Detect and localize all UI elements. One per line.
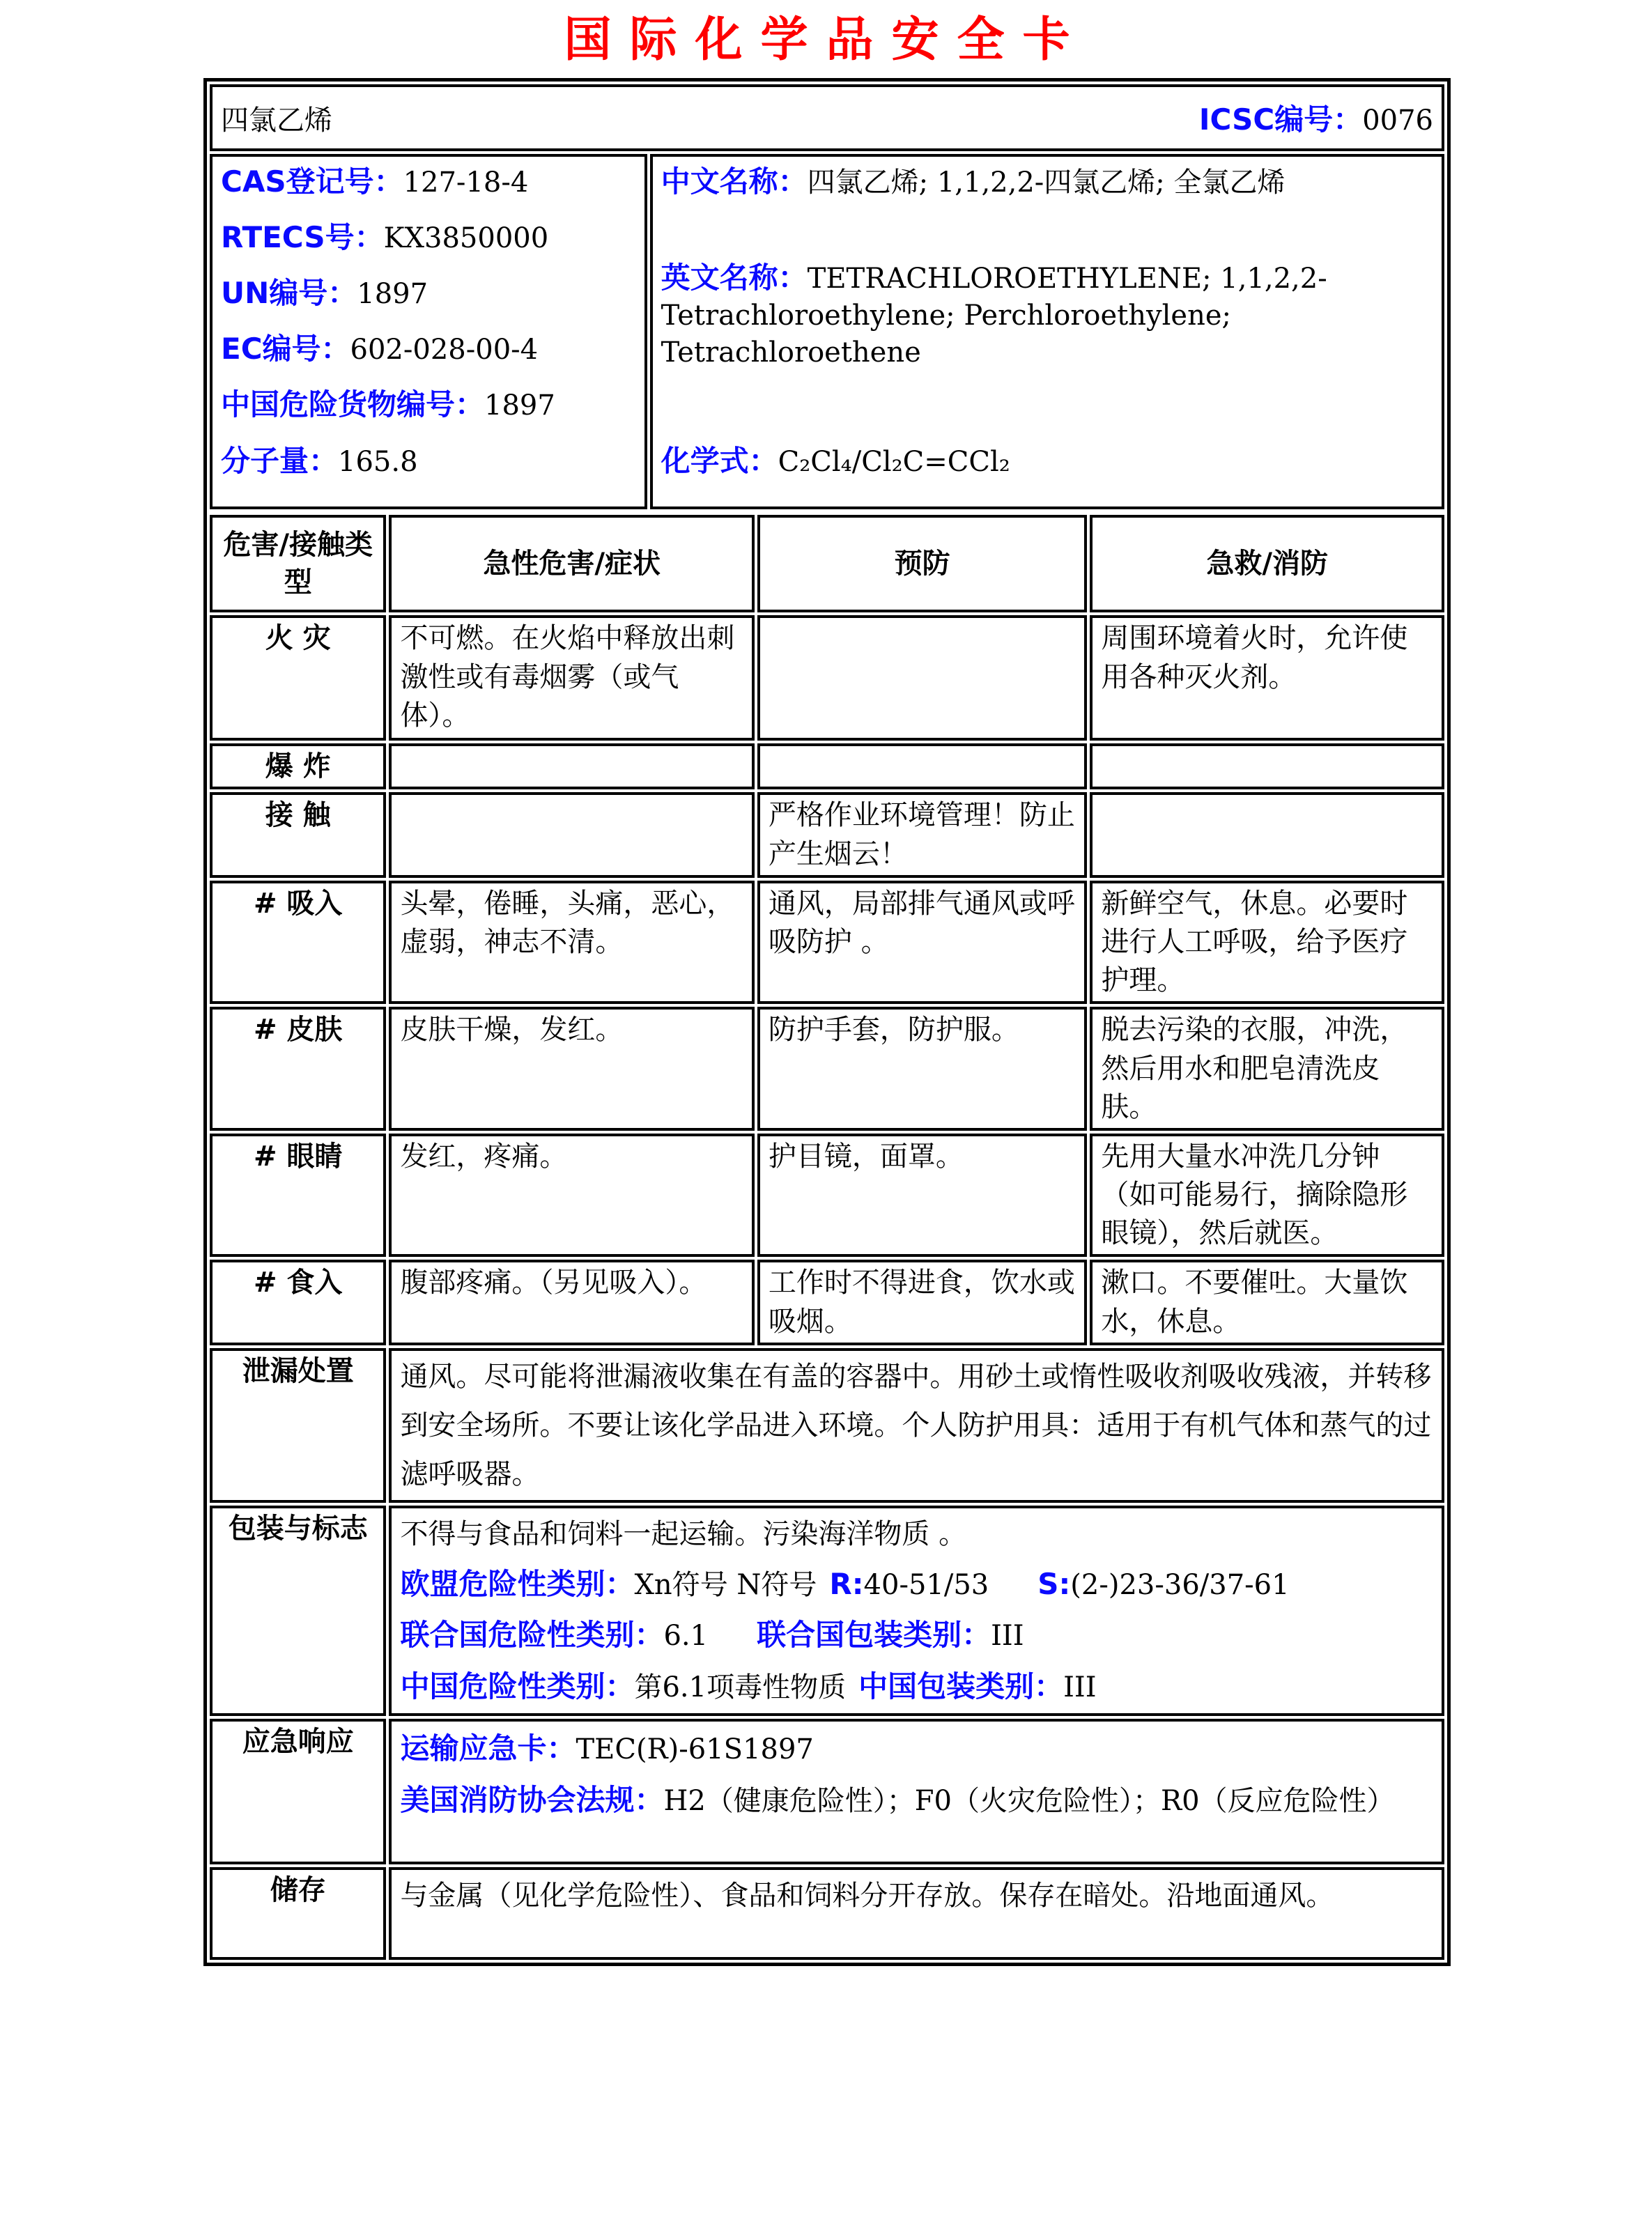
- transport-emergency-card-line: [400, 1723, 1433, 1775]
- chinese-name-value: 四氯乙烯; 1,1,2,2-四氯乙烯; 全氯乙烯: [807, 167, 1286, 199]
- china-dg-number-line: [221, 385, 636, 424]
- packaging-labelling-label: 包装与标志: [210, 1506, 386, 1717]
- hazard-row-fire: [210, 615, 1444, 741]
- hazard-table: [207, 512, 1447, 1963]
- ec-value: 602-028-00-4: [350, 333, 539, 366]
- section-row-spill-disposal: [210, 1348, 1444, 1503]
- china-classification-line: [400, 1661, 1433, 1712]
- skin-symptoms-cell: 皮肤干燥，发红。: [389, 1007, 754, 1131]
- ingestion-row-label: # 食入: [210, 1260, 386, 1345]
- contact-row-label: 接 触: [210, 792, 386, 877]
- cas-label: CAS登记号：: [221, 164, 403, 199]
- inhalation-symptoms-cell: 头晕，倦睡，头痛，恶心，虚弱，神志不清。: [389, 881, 754, 1005]
- identification-row: [210, 154, 1444, 509]
- china-hazard-class-value: 第6.1项毒性物质: [634, 1671, 847, 1703]
- contact-symptoms-cell: [389, 792, 754, 877]
- skin-prevention-cell: 防护手套，防护服。: [757, 1007, 1087, 1131]
- chemical-formula-line: [661, 442, 1433, 481]
- storage-content: [389, 1867, 1444, 1960]
- explosion-prevention-cell: [757, 743, 1087, 789]
- eu-class-label: 欧盟危险性类别：: [400, 1566, 635, 1601]
- china-packing-group-value: III: [1063, 1671, 1097, 1703]
- first-aid-header: 急救/消防: [1090, 515, 1444, 612]
- un-packing-group-value: III: [991, 1620, 1024, 1653]
- packaging-labelling-content: [389, 1506, 1444, 1717]
- hazard-row-ingestion: [210, 1260, 1444, 1345]
- identification-right-cell: [650, 154, 1444, 509]
- eyes-row-label: # 眼睛: [210, 1134, 386, 1258]
- contact-prevention-cell: 严格作业环境管理！防止产生烟云！: [757, 792, 1087, 877]
- rtecs-number-line: [221, 218, 636, 257]
- molecular-weight-value: 165.8: [338, 445, 418, 478]
- hazard-table-header-row: [210, 515, 1444, 612]
- eu-symbols-value: Xn符号 N符号: [634, 1568, 817, 1601]
- fire-prevention-cell: [757, 615, 1087, 741]
- icsc-number-value: 0076: [1362, 105, 1433, 137]
- hazard-row-inhalation: [210, 881, 1444, 1005]
- china-hazard-class-label: 中国危险性类别：: [400, 1669, 635, 1703]
- icsc-card: [203, 78, 1451, 1966]
- chinese-name-label: 中文名称：: [661, 164, 808, 199]
- hazard-row-eyes: [210, 1134, 1444, 1258]
- un-label: UN编号：: [221, 275, 357, 310]
- card-header-cell: [210, 84, 1444, 151]
- icsc-document-page: [0, 10, 1652, 2219]
- inhalation-row-label: # 吸入: [210, 881, 386, 1005]
- r-phrases-value: 40-51/53: [863, 1568, 989, 1601]
- prevention-header: 预防: [757, 515, 1087, 612]
- s-phrases-label: S:: [1037, 1566, 1071, 1601]
- cas-number-line: [221, 162, 636, 201]
- eyes-first-aid-cell: 先用大量水冲洗几分钟（如可能易行，摘除隐形眼镜），然后就医。: [1090, 1134, 1444, 1258]
- fire-row-label: 火 灾: [210, 615, 386, 741]
- un-hazard-class-label: 联合国危险性类别：: [400, 1618, 664, 1653]
- identification-left-cell: [210, 154, 647, 509]
- english-name-line: [661, 258, 1433, 371]
- contact-first-aid-cell: [1090, 792, 1444, 877]
- fire-first-aid-cell: 周围环境着火时，允许使用各种灭火剂。: [1090, 615, 1444, 741]
- spill-disposal-text: 通风。尽可能将泄漏液收集在有盖的容器中。用砂土或惰性吸收剂吸收残液，并转移到安全场所。不要让该化学品进入环境。个人防护用具：适用于有机气体和蒸气的过滤呼吸器。: [400, 1360, 1432, 1490]
- un-value: 1897: [357, 277, 429, 310]
- eu-classification-line: [400, 1559, 1433, 1610]
- ingestion-prevention-cell: 工作时不得进食，饮水或吸烟。: [757, 1260, 1087, 1345]
- english-name-value: TETRACHLOROETHYLENE; 1,1,2,2-Tetrachloroethylene; Perchloroethylene; Tetrachloroethene: [661, 263, 1327, 369]
- china-dg-label: 中国危险货物编号：: [221, 387, 485, 422]
- chemical-formula-label: 化学式：: [661, 443, 778, 478]
- inhalation-first-aid-cell: 新鲜空气，休息。必要时进行人工呼吸，给予医疗护理。: [1090, 881, 1444, 1005]
- s-phrases-value: (2-)23-36/37-61: [1070, 1568, 1290, 1601]
- explosion-symptoms-cell: [389, 743, 754, 789]
- hazard-row-contact: [210, 792, 1444, 877]
- spill-disposal-content: [389, 1348, 1444, 1503]
- storage-text: 与金属（见化学危险性）、食品和饲料分开存放。保存在暗处。沿地面通风。: [400, 1880, 1334, 1912]
- tec-value: TEC(R)-61S1897: [576, 1733, 814, 1766]
- chinese-name-line: [661, 162, 1433, 201]
- transport-note-text: 不得与食品和饲料一起运输。污染海洋物质 。: [400, 1517, 967, 1550]
- document-title: 国际化学品安全卡: [564, 13, 1088, 68]
- cas-value: 127-18-4: [403, 167, 529, 199]
- spill-disposal-label: 泄漏处置: [210, 1348, 386, 1503]
- un-number-line: [221, 274, 636, 313]
- substance-name: 四氯乙烯: [221, 104, 332, 137]
- nfpa-label: 美国消防协会法规：: [400, 1782, 664, 1817]
- chemical-formula-value: C₂Cl₄/Cl₂C=CCl₂: [778, 445, 1010, 478]
- english-name-label: 英文名称：: [661, 261, 808, 295]
- ec-number-line: [221, 330, 636, 369]
- emergency-response-content: [389, 1719, 1444, 1864]
- skin-first-aid-cell: 脱去污染的衣服，冲洗，然后用水和肥皂清洗皮肤。: [1090, 1007, 1444, 1131]
- identification-table: [207, 82, 1447, 512]
- un-hazard-class-value: 6.1: [663, 1620, 709, 1653]
- section-row-packaging-labelling: [210, 1506, 1444, 1717]
- skin-row-label: # 皮肤: [210, 1007, 386, 1131]
- ingestion-first-aid-cell: 漱口。不要催吐。大量饮水，休息。: [1090, 1260, 1444, 1345]
- r-phrases-label: R:: [829, 1566, 864, 1601]
- explosion-first-aid-cell: [1090, 743, 1444, 789]
- storage-label: 储存: [210, 1867, 386, 1960]
- molecular-weight-line: [221, 442, 636, 481]
- rtecs-label: RTECS号：: [221, 220, 384, 255]
- un-packing-group-label: 联合国包装类别：: [757, 1618, 991, 1653]
- fire-symptoms-cell: 不可燃。在火焰中释放出刺激性或有毒烟雾（或气体）。: [389, 615, 754, 741]
- explosion-row-label: 爆 炸: [210, 743, 386, 789]
- eyes-prevention-cell: 护目镜，面罩。: [757, 1134, 1087, 1258]
- molecular-weight-label: 分子量：: [221, 443, 339, 478]
- transport-note-line: [400, 1510, 1433, 1559]
- emergency-response-label: 应急响应: [210, 1719, 386, 1864]
- hazard-row-explosion: [210, 743, 1444, 789]
- symptoms-header: 急性危害/症状: [389, 515, 754, 612]
- tec-label: 运输应急卡：: [400, 1731, 576, 1766]
- ec-label: EC编号：: [221, 331, 350, 366]
- rtecs-value: KX3850000: [383, 222, 549, 255]
- inhalation-prevention-cell: 通风，局部排气通风或呼吸防护 。: [757, 881, 1087, 1005]
- icsc-number-label: ICSC编号：: [1198, 102, 1363, 137]
- section-row-storage: [210, 1867, 1444, 1960]
- china-dg-value: 1897: [484, 389, 555, 422]
- eyes-symptoms-cell: 发红，疼痛。: [389, 1134, 754, 1258]
- card-header-row: [210, 84, 1444, 151]
- china-packing-group-label: 中国包装类别：: [858, 1669, 1064, 1703]
- hazard-row-skin: [210, 1007, 1444, 1131]
- section-row-emergency-response: [210, 1719, 1444, 1864]
- un-classification-line: [400, 1609, 1433, 1661]
- nfpa-code-line: [400, 1775, 1433, 1826]
- ingestion-symptoms-cell: 腹部疼痛。（另见吸入）。: [389, 1260, 754, 1345]
- nfpa-value: H2（健康危险性）；F0（火灾危险性）；R0（反应危险性）: [663, 1784, 1395, 1817]
- icsc-number-group: [1199, 97, 1433, 139]
- hazard-type-header: 危害/接触类型: [210, 515, 386, 612]
